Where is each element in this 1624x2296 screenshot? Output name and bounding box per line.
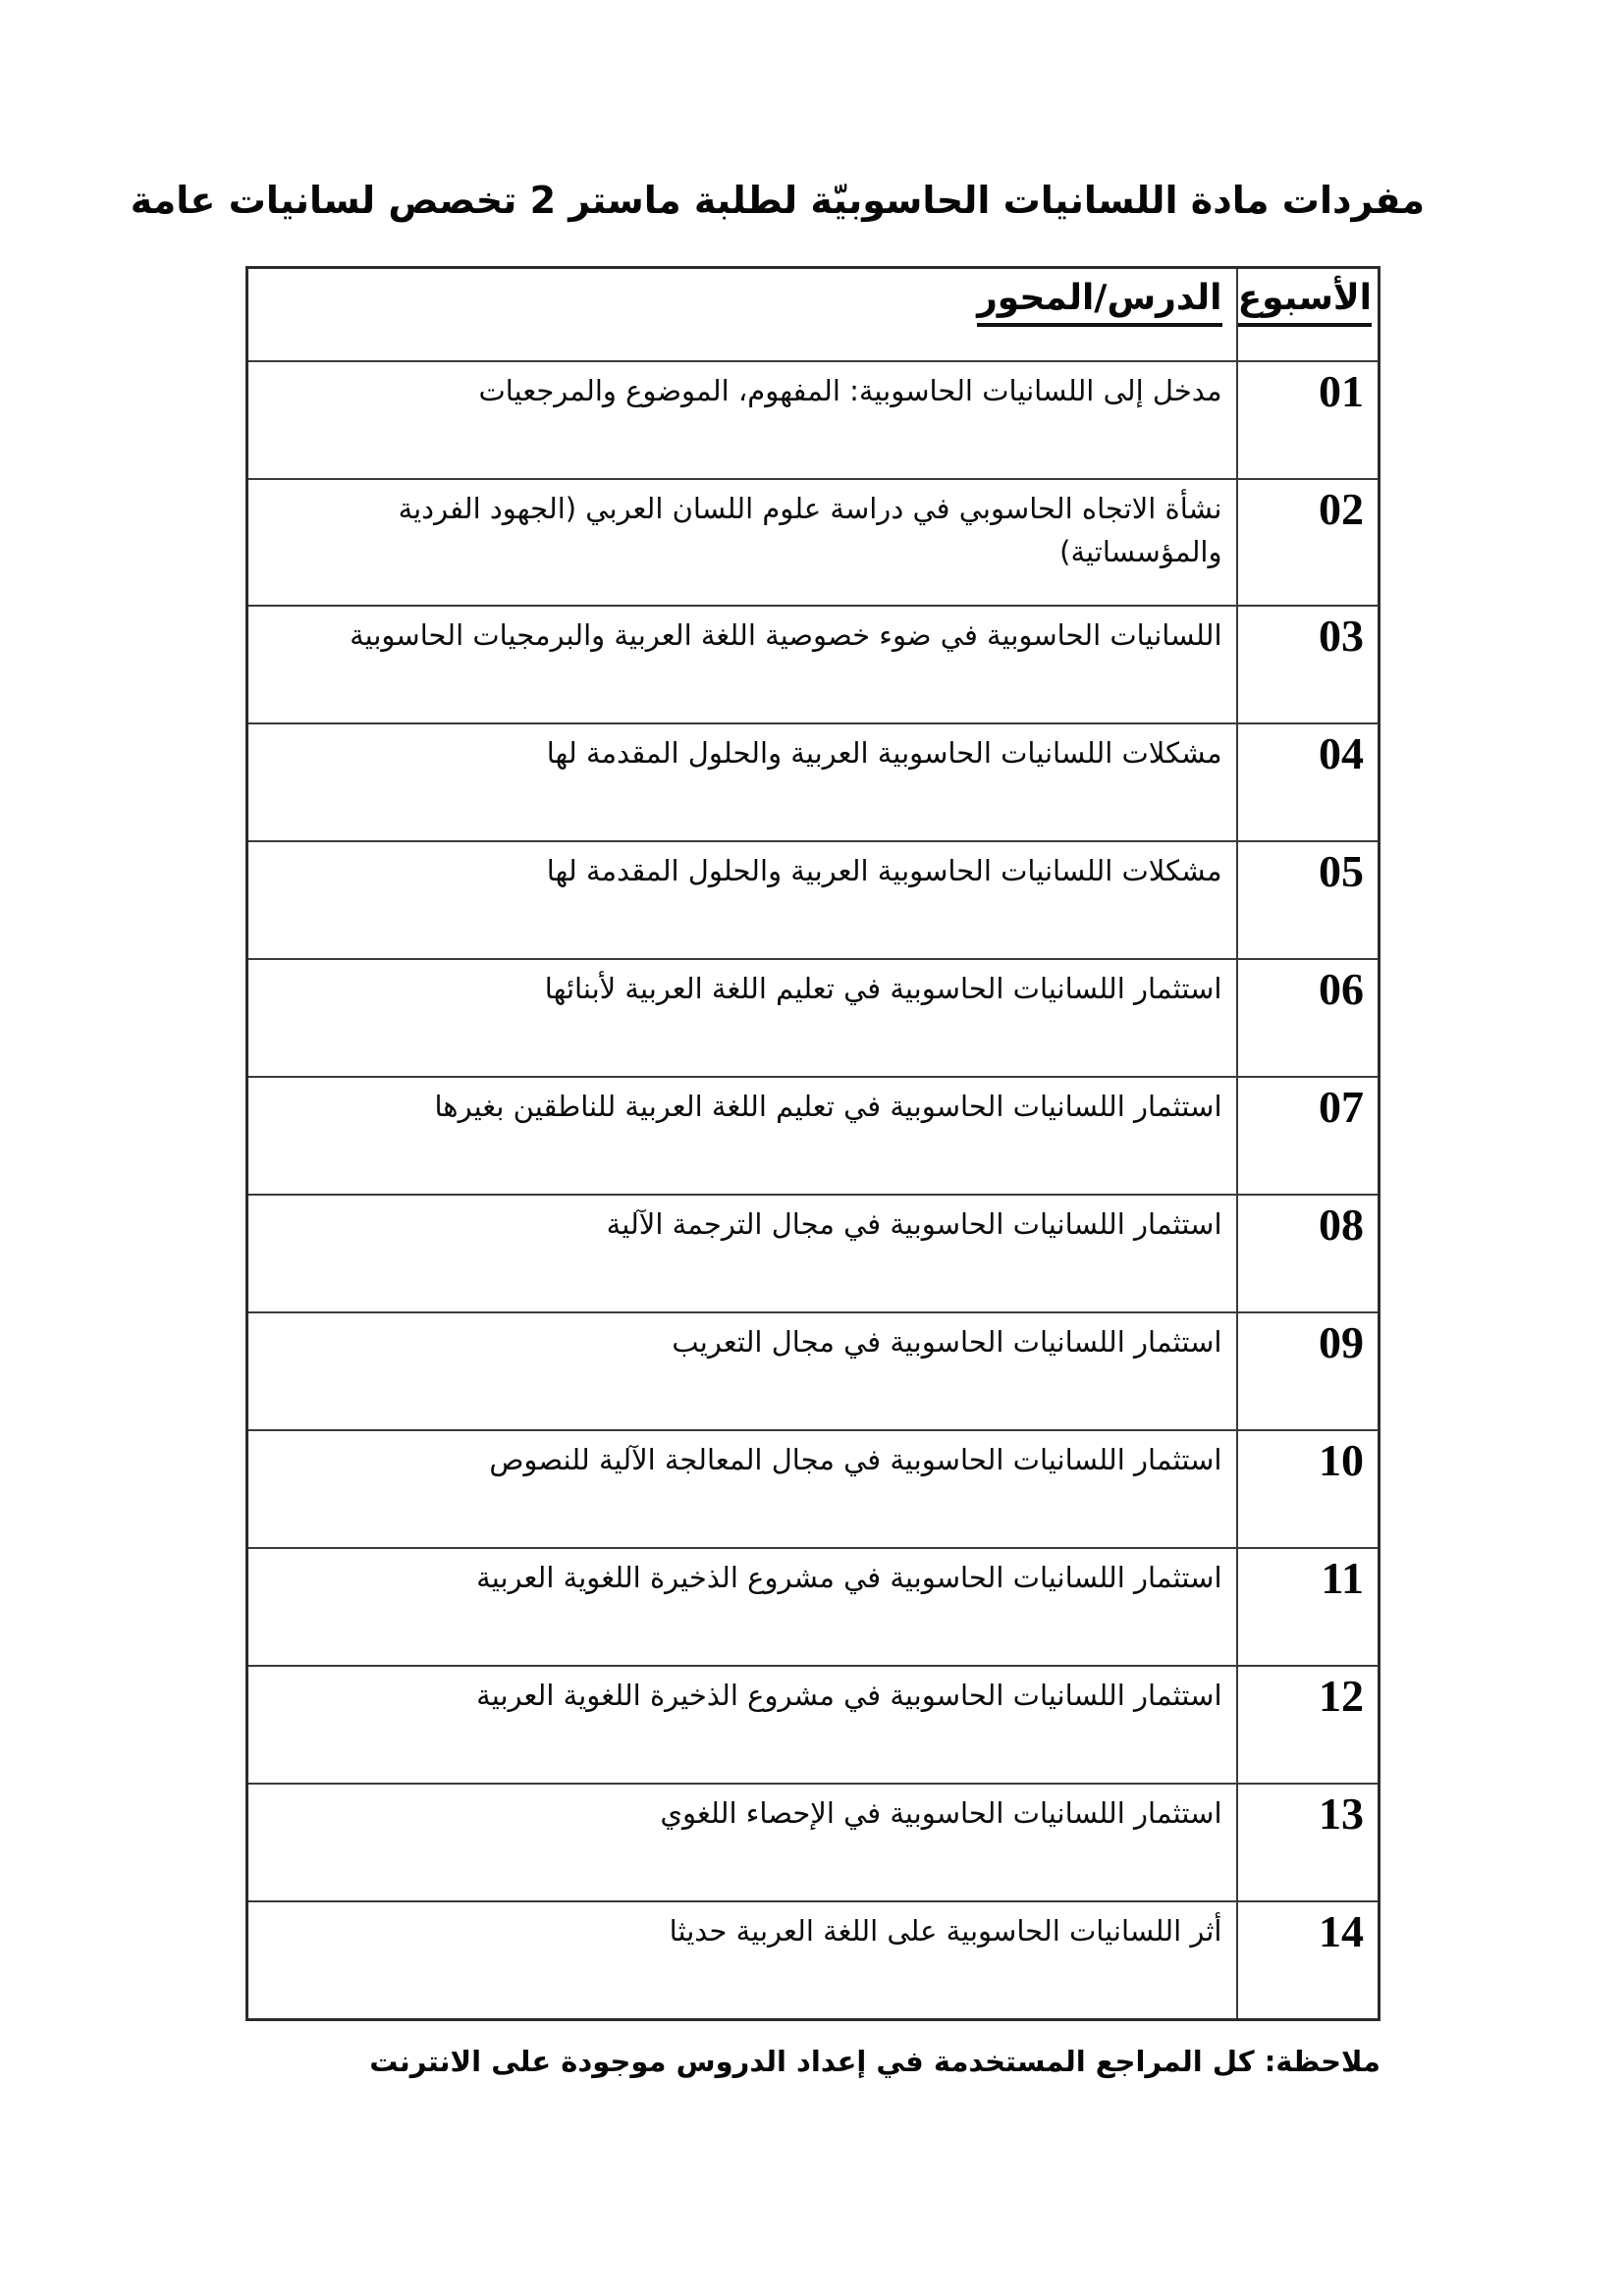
week-number: 06 xyxy=(1237,959,1380,1077)
header-lesson xyxy=(247,268,1237,362)
table-row xyxy=(247,1548,1380,1666)
lesson-title: أثر اللسانيات الحاسوبية على اللغة العربية حديثا xyxy=(247,1901,1237,2020)
note-text: كل المراجع المستخدمة في إعداد الدروس موجودة على الانترنت xyxy=(369,2045,1255,2078)
lesson-title: اللسانيات الحاسوبية في ضوء خصوصية اللغة العربية والبرمجيات الحاسوبية xyxy=(247,606,1237,723)
table-row xyxy=(247,959,1380,1077)
week-number: 14 xyxy=(1237,1901,1380,2020)
week-number: 07 xyxy=(1237,1077,1380,1195)
week-number: 08 xyxy=(1237,1195,1380,1312)
header-lesson-label: الدرس/المحور xyxy=(977,277,1221,327)
week-number: 10 xyxy=(1237,1430,1380,1548)
week-number: 13 xyxy=(1237,1784,1380,1901)
table-row xyxy=(247,1666,1380,1784)
week-number: 02 xyxy=(1237,479,1380,606)
table-row xyxy=(247,1784,1380,1901)
table-row xyxy=(247,1312,1380,1430)
table-row xyxy=(247,841,1380,959)
note-label: ملاحظة: xyxy=(1264,2045,1380,2078)
week-number: 04 xyxy=(1237,723,1380,841)
lesson-title: استثمار اللسانيات الحاسوبية في مجال المعالجة الآلية للنصوص xyxy=(247,1430,1237,1548)
header-week-label: الأسبوع xyxy=(1238,277,1372,327)
lesson-title: استثمار اللسانيات الحاسوبية في الإحصاء اللغوي xyxy=(247,1784,1237,1901)
lesson-title: استثمار اللسانيات الحاسوبية في مشروع الذخيرة اللغوية العربية xyxy=(247,1666,1237,1784)
table-header-row xyxy=(247,268,1380,362)
footnote xyxy=(245,2039,1380,2084)
lesson-title: استثمار اللسانيات الحاسوبية في مجال التعريب xyxy=(247,1312,1237,1430)
table-row xyxy=(247,1430,1380,1548)
week-number: 12 xyxy=(1237,1666,1380,1784)
week-number: 11 xyxy=(1237,1548,1380,1666)
lesson-title: استثمار اللسانيات الحاسوبية في تعليم اللغة العربية للناطقين بغيرها xyxy=(247,1077,1237,1195)
lesson-title: استثمار اللسانيات الحاسوبية في مشروع الذخيرة اللغوية العربية xyxy=(247,1548,1237,1666)
header-week xyxy=(1237,268,1380,362)
table-row xyxy=(247,1901,1380,2020)
content-area xyxy=(245,266,1380,2084)
week-number: 05 xyxy=(1237,841,1380,959)
lesson-title: مدخل إلى اللسانيات الحاسوبية: المفهوم، الموضوع والمرجعيات xyxy=(247,361,1237,479)
table-row xyxy=(247,723,1380,841)
lesson-title: استثمار اللسانيات الحاسوبية في مجال الترجمة الآلية xyxy=(247,1195,1237,1312)
syllabus-table xyxy=(245,266,1380,2021)
table-row xyxy=(247,1077,1380,1195)
week-number: 01 xyxy=(1237,361,1380,479)
lesson-title: مشكلات اللسانيات الحاسوبية العربية والحلول المقدمة لها xyxy=(247,723,1237,841)
table-row xyxy=(247,479,1380,606)
week-number: 09 xyxy=(1237,1312,1380,1430)
week-number: 03 xyxy=(1237,606,1380,723)
lesson-title: استثمار اللسانيات الحاسوبية في تعليم اللغة العربية لأبنائها xyxy=(247,959,1237,1077)
table-row xyxy=(247,606,1380,723)
table-row xyxy=(247,1195,1380,1312)
lesson-title: مشكلات اللسانيات الحاسوبية العربية والحلول المقدمة لها xyxy=(247,841,1237,959)
lesson-title: نشأة الاتجاه الحاسوبي في دراسة علوم اللسان العربي (الجهود الفردية والمؤسساتية) xyxy=(247,479,1237,606)
page-title: مفردات مادة اللسانيات الحاسوبيّة لطلبة ماستر 2 تخصص لسانيات عامة xyxy=(130,179,1425,222)
table-row xyxy=(247,361,1380,479)
